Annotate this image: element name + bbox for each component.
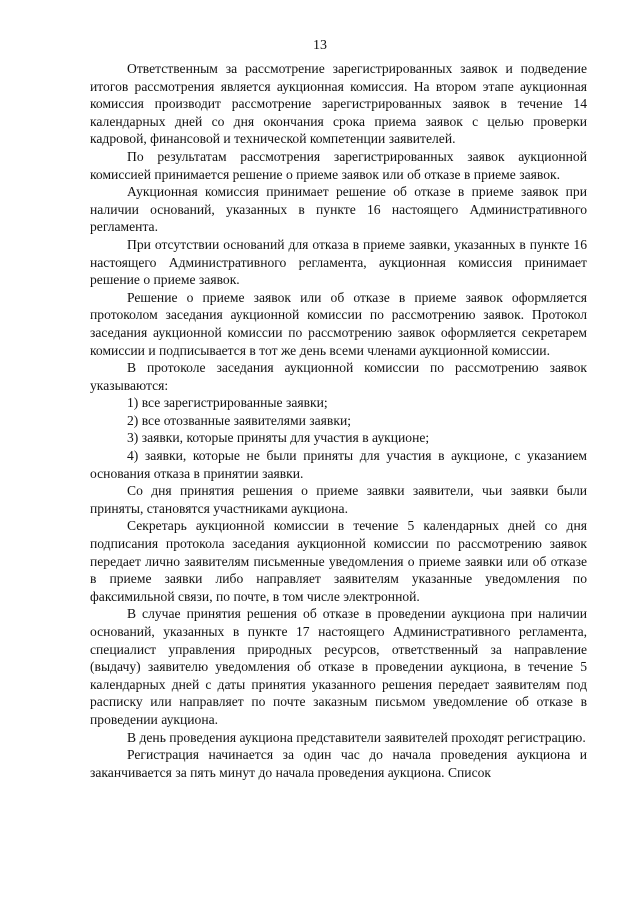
paragraph-protocol: Решение о приеме заявок или об отказе в приеме заявок оформляется протоколом заседания аукционной комиссии по рассмотрению заявок. Протокол заседания аукционной комиссии по рассмотрению заявок оформляется секретарем комиссии и подписывается в тот же день всеми членами аукционной комиссии. xyxy=(90,289,587,358)
page-number: 13 xyxy=(313,38,327,53)
paragraph-review-results: По результатам рассмотрения зарегистрированных заявок аукционной комиссией принимается решение о приеме заявок или об отказе в приеме заявок. xyxy=(90,148,587,182)
list-item-registered: 1) все зарегистрированные заявки; xyxy=(127,395,328,411)
page-body xyxy=(90,60,587,781)
paragraph-notifications: Секретарь аукционной комиссии в течение 5 календарных дней со дня подписания протокола заседания аукционной комиссии по рассмотрению заявок передает лично заявителям письменные уведомления о приеме заявки или об отказе в приеме заявки либо направляет заявителям указанные уведомления по факсимильной связи, по почте, в том числе электронной. xyxy=(90,518,587,604)
paragraph-registration-day: В день проведения аукциона представители заявителей проходят регистрацию. xyxy=(127,729,586,745)
paragraph-refusal-decision: Аукционная комиссия принимает решение об отказе в приеме заявок при наличии оснований, указанных в пункте 16 настоящего Административного регламента. xyxy=(90,184,587,235)
paragraph-protocol-contents: В протоколе заседания аукционной комиссии по рассмотрению заявок указываются: xyxy=(90,360,587,393)
paragraph-acceptance-decision: При отсутствии оснований для отказа в приеме заявки, указанных в пункте 16 настоящего Административного регламента, аукционная комиссия принимает решение о приеме заявок. xyxy=(90,236,587,288)
paragraph-participants: Со дня принятия решения о приеме заявки заявители, чьи заявки были приняты, становятся участниками аукциона. xyxy=(90,483,587,516)
paragraph-registration-time: Регистрация начинается за один час до начала проведения аукциона и заканчивается за пять минут до начала проведения аукциона. Список xyxy=(90,747,587,780)
list-item-rejected: 4) заявки, которые не были приняты для участия в аукционе, с указанием основания отказа в принятии заявки. xyxy=(90,448,587,481)
paragraph-responsible-commission: Ответственным за рассмотрение зарегистрированных заявок и подведение итогов рассмотрения является аукционная комиссия. На втором этапе аукционная комиссия производит рассмотрение зарегистрированных заявок в течение 14 календарных дней со дня окончания срока приема заявок с целью проверки кадровой, финансовой и технической компетенции заявителей. xyxy=(90,61,587,147)
list-item-accepted: 3) заявки, которые приняты для участия в аукционе; xyxy=(127,430,430,446)
paragraph-auction-refusal: В случае принятия решения об отказе в проведении аукциона при наличии оснований, указанных в пункте 17 настоящего Административного регламента, специалист управления природных ресурсов, ответственный за направление (выдачу) заявителю уведомления об отказе в проведении аукциона, в течение 5 календарных дней с даты принятия указанного решения передает заявителям под расписку или направляет по почте заказным письмом уведомление об отказе в проведении аукциона. xyxy=(90,606,587,727)
list-item-withdrawn: 2) все отозванные заявителями заявки; xyxy=(127,412,351,428)
